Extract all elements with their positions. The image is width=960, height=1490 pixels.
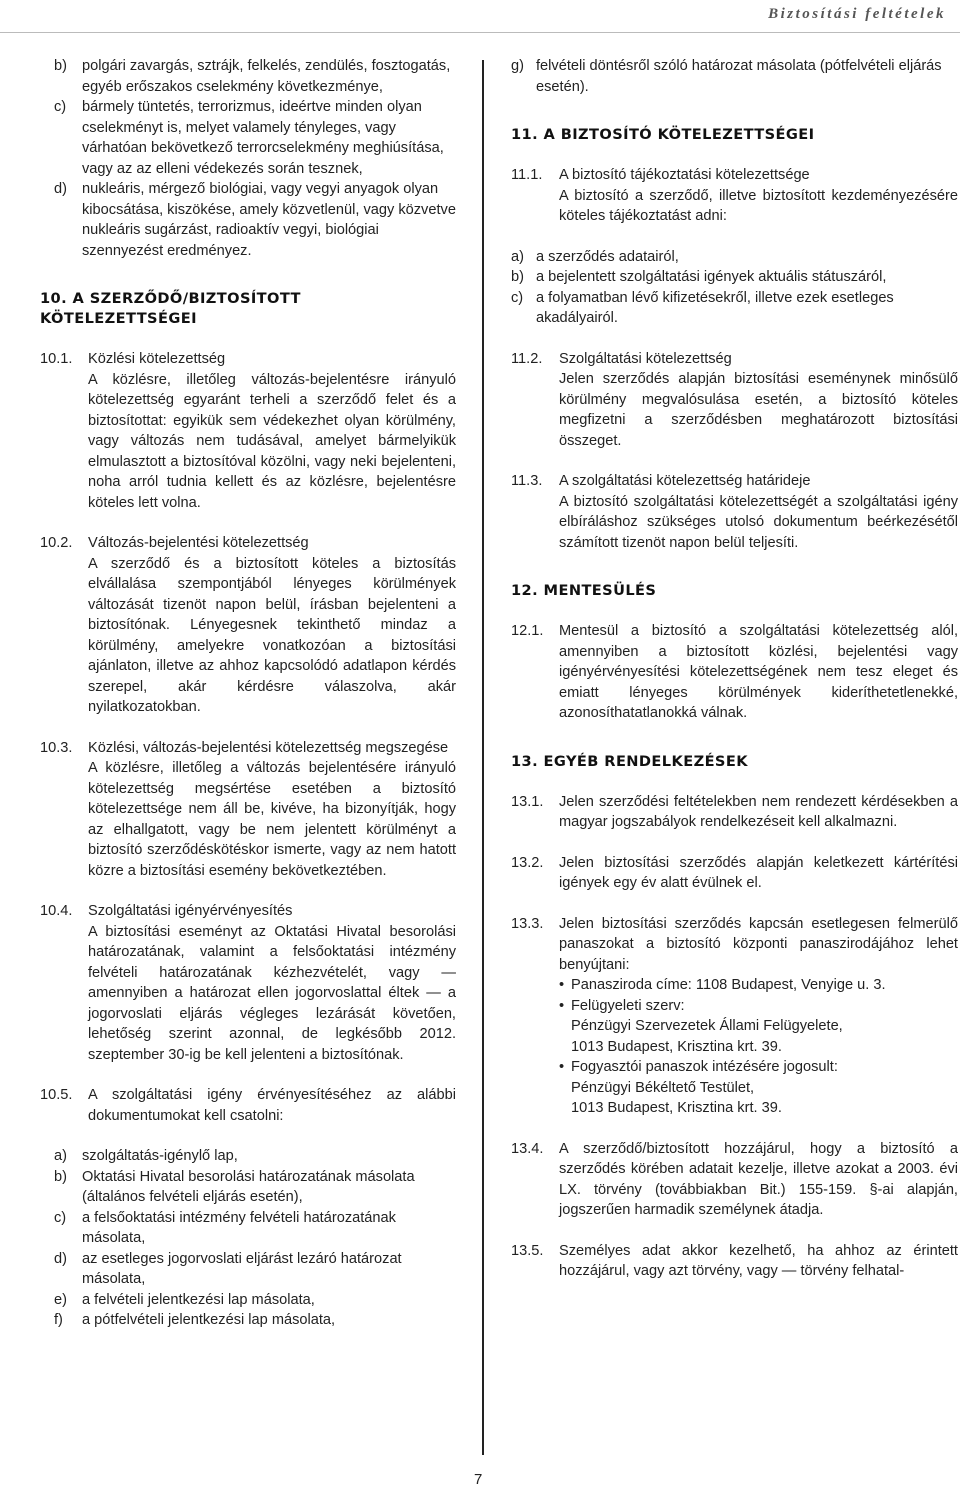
clause-11-2: [511, 349, 958, 452]
item-text: az esetleges jogorvoslati eljárást lezáró határozat másolata,: [82, 1250, 402, 1287]
item-text: a pótfelvételi jelentkezési lap másolata,: [82, 1312, 336, 1328]
clause-number: 11.2.: [511, 350, 543, 367]
item-marker: b): [54, 1168, 67, 1185]
clause-11-3: [511, 471, 958, 553]
clause-number: 13.5.: [511, 1242, 544, 1259]
bullet-line: 1013 Budapest, Krisztina krt. 39.: [571, 1100, 782, 1116]
clause-number: 11.3.: [511, 473, 543, 489]
item-text: a szerződés adatairól,: [536, 248, 679, 265]
bullet-icon: •: [559, 997, 565, 1014]
bullet-icon: •: [559, 977, 565, 993]
list-item: [511, 267, 958, 288]
clause-number: 10.5.: [40, 1087, 73, 1103]
clause-body: A szolgáltatási igény érvényesítéséhez az alábbi dokumentumokat kell csatolni:: [88, 1087, 456, 1124]
clause-13-4: [511, 1139, 958, 1221]
item-text: felvételi döntésről szóló határozat másolata (pótfelvételi eljárás esetén).: [536, 58, 942, 95]
item-text: a felvételi jelentkezési lap másolata,: [82, 1291, 315, 1308]
list-item: [40, 1146, 456, 1167]
clause-number: 13.1.: [511, 793, 544, 810]
clause-body: Mentesül a biztosító a szolgáltatási kötelezettség alól, amennyiben a biztosított közlési, bejelentési vagy igényérvényesítési kötelezettségének nem tesz eleget és emiatt lényeges körülmények kideríthetetlenekké, azonosíthatatlanokká válnak.: [559, 623, 958, 721]
clause-body: A biztosítási eseményt az Oktatási Hivatal besorolási határozatának, valamint a felsőoktatási intézmény felvételi határozatának kézhezvételét, vagy — amennyiben a határozat ellen jogorvoslattal éltek — a jogorvoslati eljárás végleges lezárását követően, lehetőség szerint azonnal, de legkésőbb 2012. szeptember 30-ig be kell jelenteni a biztosítónak.: [88, 923, 456, 1063]
bullet-line: 1013 Budapest, Krisztina krt. 39.: [571, 1038, 782, 1055]
item-text: bármely tüntetés, terrorizmus, ideértve minden olyan cselekményt is, melyet valamely tényleges, vagy várhatóan bekövetkező terrorcselekmény meghiúsítása, vagy az az elleni védekezés során tesznek,: [82, 99, 444, 177]
clause-10-1: [40, 349, 456, 513]
clause-body: A közlésre, illetőleg a változás bejelentésére irányuló kötelezettség megsértése esetében a biztosító kötelezettsége nem áll be, kivéve, ha bizonyítják, hogy az elhallgatott, vagy be nem jelentett körülményt a biztosító szerződéskötéskor ismerte, vagy az nem hatott közre a biztosítási esemény bekövetkeztében.: [88, 760, 456, 879]
clause-13-2: [511, 853, 958, 894]
header-rule: [0, 32, 960, 33]
clause-10-3: [40, 738, 456, 882]
item-marker: d): [54, 181, 67, 197]
list-item: [40, 1310, 456, 1331]
list-item: [511, 247, 958, 268]
item-marker: f): [54, 1312, 63, 1328]
clause-number: 10.4.: [40, 903, 73, 919]
clause-number: 10.1.: [40, 351, 73, 367]
bullet-icon: •: [559, 1059, 565, 1075]
clause-body: Jelen biztosítási szerződés alapján keletkezett kártérítési igények egy év alatt évülnek el.: [559, 854, 958, 891]
clause-heading: A biztosító tájékoztatási kötelezettsége: [559, 167, 810, 183]
clause-13-1: [511, 792, 958, 833]
page-number: 7: [474, 1471, 483, 1488]
clause-13-3: [511, 914, 958, 1119]
right-column: [511, 56, 958, 1282]
item-marker: d): [54, 1250, 67, 1267]
clause-body: A közlésre, illetőleg változás-bejelentésre irányuló kötelezettség egyaránt terheli a szerződő felet és a biztosítottat: egyikük sem védekezhet olyan körülmény, vagy változás nem tudásával, amelyet bármelyikük elmulasztott a biztosítóval közölni, vagy neki bejelenteni, noha arról tudnia kellett és az közlésre, bejelentésre köteles lett volna.: [88, 371, 456, 511]
clause-number: 12.1.: [511, 623, 544, 639]
left-column: [40, 56, 456, 1331]
clause-10-4: [40, 901, 456, 1065]
section-title-10: 10. A SZERZŐDŐ/BIZTOSÍTOTT KÖTELEZETTSÉGEI: [40, 290, 301, 327]
list-item: [40, 1290, 456, 1311]
bullet-item: [559, 975, 958, 996]
list-item: [40, 56, 456, 97]
item-marker: b): [511, 269, 524, 285]
list-item: [511, 288, 958, 329]
item-text: nukleáris, mérgező biológiai, vagy vegyi anyagok olyan kibocsátása, kiszökése, amely közvetlenül, vagy közvetve nukleáris sugárzást, radioaktív vegyi, biológiai szennyezést eredményez.: [82, 181, 456, 259]
column-divider: [482, 60, 484, 1455]
item-marker: e): [54, 1291, 67, 1308]
clause-body: A szerződő és a biztosított köteles a biztosítás elvállalása szempontjából lényeges körülmények változását tizenöt napon belül, írásban bejelenteni a biztosítónak. Lényegesnek tekinthető mindaz a körülmény, amelyekre vonatkozóan a biztosítási ajánlaton, illetve az ahhoz kapcsolódó adatlapon kérdés szerepel, akár kérdésre válaszolva, akár nyilatkozatokban.: [88, 555, 456, 715]
item-text: a felsőoktatási intézmény felvételi határozatának másolata,: [82, 1209, 396, 1246]
clause-heading: Szolgáltatási igényérvényesítés: [88, 903, 293, 919]
list-item: [40, 179, 456, 261]
bullet-line: Felügyeleti szerv:: [571, 997, 685, 1014]
bullet-item: [559, 996, 958, 1058]
clause-number: 13.2.: [511, 854, 544, 871]
clause-number: 10.3.: [40, 739, 73, 756]
section-title-12: 12. MENTESÜLÉS: [511, 582, 657, 599]
section-title-13: 13. EGYÉB RENDELKEZÉSEK: [511, 752, 748, 770]
item-text: polgári zavargás, sztrájk, felkelés, zendülés, fosztogatás, egyéb erőszakos cselekmény következménye,: [82, 58, 451, 95]
bullet-item: [559, 1057, 958, 1119]
item-marker: b): [54, 58, 67, 74]
list-item: [40, 1208, 456, 1249]
clause-number: 13.4.: [511, 1140, 544, 1157]
bullet-line: Pénzügyi Békéltető Testület,: [571, 1079, 755, 1096]
clause-body: A biztosító szolgáltatási kötelezettségét a szolgáltatási igény elbíráláshoz szükséges utolsó dokumentum beérkezésétől számított tizenöt napon belül teljesíti.: [559, 493, 958, 551]
item-text: a bejelentett szolgáltatási igények aktuális státuszáról,: [536, 269, 887, 285]
item-marker: c): [54, 1209, 67, 1226]
item-text: a folyamatban lévő kifizetésekről, illetve ezek esetleges akadályairól.: [536, 289, 894, 326]
clause-10-5: [40, 1085, 456, 1126]
page-header: [0, 0, 960, 33]
clause-number: 10.2.: [40, 535, 73, 551]
clause-heading: A szolgáltatási kötelezettség határideje: [559, 473, 811, 489]
clause-body: Személyes adat akkor kezelhető, ha ahhoz az érintett hozzájárul, vagy azt törvény, vagy — törvény felhatal-: [559, 1242, 958, 1279]
clause-11-1: [511, 165, 958, 227]
section-title-11: 11. A BIZTOSÍTÓ KÖTELEZETTSÉGEI: [511, 126, 815, 143]
list-item: [40, 1249, 456, 1290]
clause-number: 13.3.: [511, 915, 544, 932]
clause-heading: Közlési kötelezettség: [88, 351, 226, 367]
item-marker: a): [511, 248, 524, 265]
item-marker: c): [511, 289, 524, 306]
item-text: szolgáltatás-igénylő lap,: [82, 1148, 238, 1164]
clause-10-2: [40, 533, 456, 718]
header-title: Biztosítási feltételek: [768, 6, 946, 22]
clause-heading: Szolgáltatási kötelezettség: [559, 350, 732, 367]
item-text: Oktatási Hivatal besorolási határozatának másolata (általános felvételi eljárás esetén),: [82, 1168, 415, 1205]
clause-heading: Változás-bejelentési kötelezettség: [88, 535, 309, 551]
clause-13-5: [511, 1241, 958, 1282]
item-marker: a): [54, 1148, 67, 1164]
clause-body: Jelen szerződési feltételekben nem rendezett kérdésekben a magyar jogszabályok rendelkezéseit kell alkalmazni.: [559, 793, 958, 830]
clause-body: A biztosító a szerződő, illetve biztosított kezdeményezésére köteles tájékoztatást adni:: [559, 187, 958, 224]
item-marker: g): [511, 58, 524, 74]
bullet-line: Pénzügyi Szervezetek Állami Felügyelete,: [571, 1018, 843, 1034]
bullet-line: Fogyasztói panaszok intézésére jogosult:: [571, 1059, 838, 1075]
clause-body: A szerződő/biztosított hozzájárul, hogy a biztosító a szerződés körében adatait kezelje, illetve azokat a 2003. évi LX. törvény (továbbiakban Bit.) 155-159. §-ai alapján, jogszerűen harmadik személynek átadja.: [559, 1140, 958, 1218]
clause-12-1: [511, 621, 958, 724]
clause-body: Jelen biztosítási szerződés kapcsán esetlegesen felmerülő panaszokat a biztosító központi panaszirodájához lehet benyújtani:: [559, 915, 958, 973]
list-item: [511, 56, 958, 97]
bullet-line: Panasziroda címe: 1108 Budapest, Venyige u. 3.: [571, 977, 886, 993]
clause-body: Jelen szerződés alapján biztosítási eseménynek minősülő körülmény megvalósulása esetén, a biztosító köteles megfizetni a szerződésben meghatározott biztosítási összeget.: [559, 371, 958, 449]
clause-heading: Közlési, változás-bejelentési kötelezettség megszegése: [88, 739, 449, 756]
item-marker: c): [54, 99, 67, 115]
clause-number: 11.1.: [511, 167, 543, 183]
list-item: [40, 1167, 456, 1208]
list-item: [40, 97, 456, 179]
